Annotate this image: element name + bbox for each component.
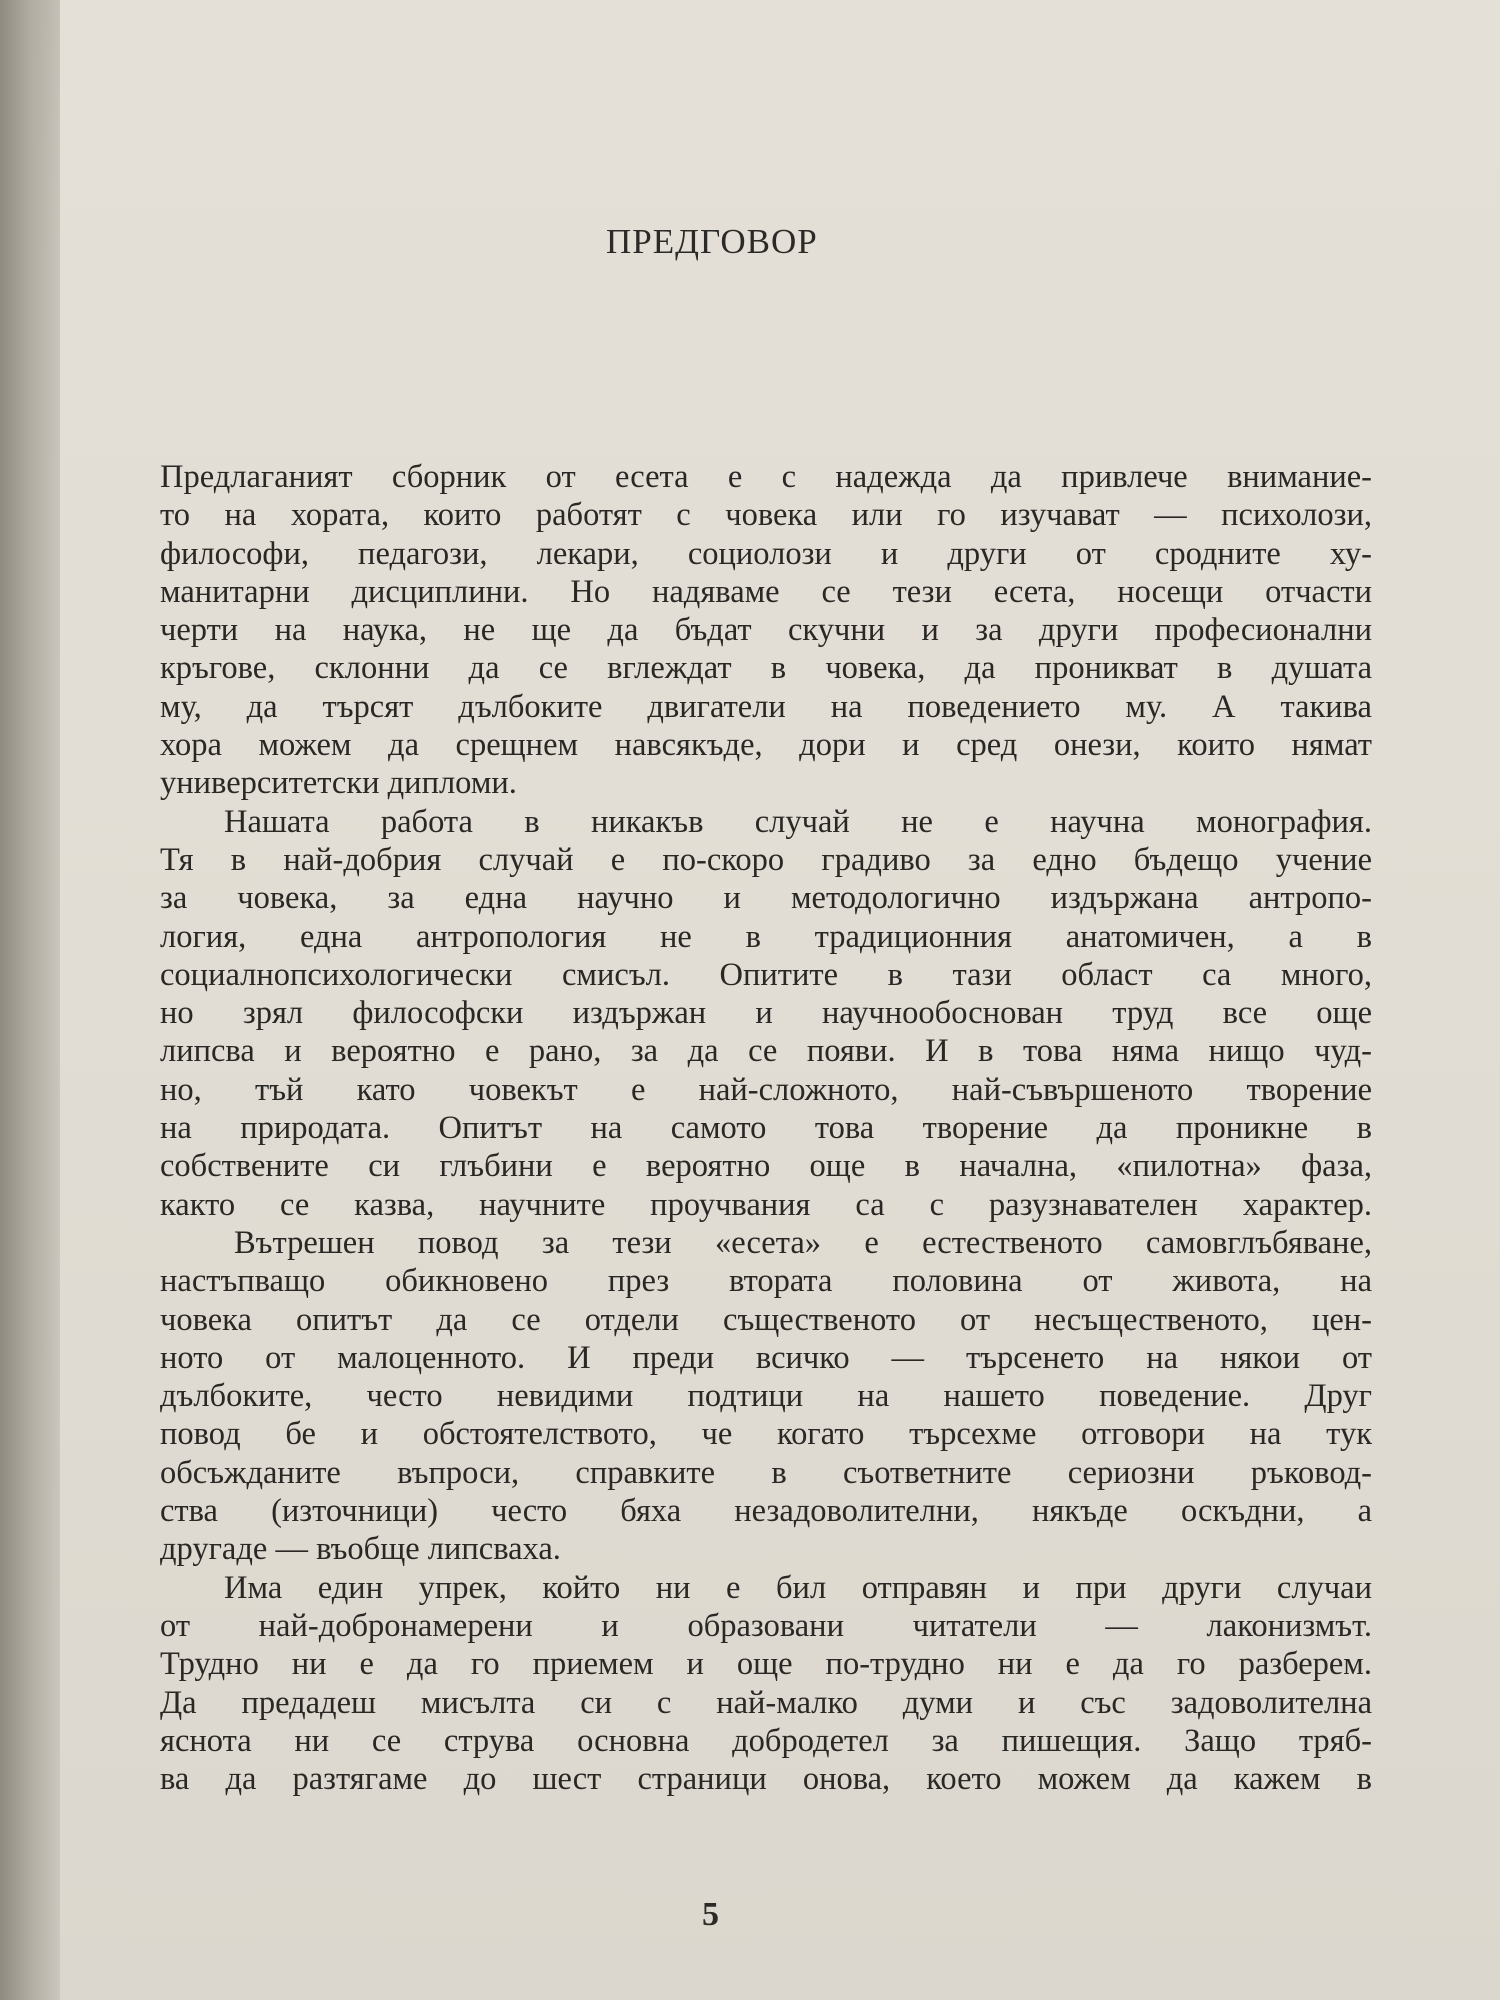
text-line: обсъжданите въпроси, справките в съответните сериозни ръковод-	[160, 1454, 1372, 1491]
text-line: повод бе и обстоятелството, че когато търсехме отговори на тук	[160, 1416, 1372, 1453]
text-line: Вътрешен повод за тези «есета» е естественото самовглъбяване,	[234, 1224, 1372, 1261]
text-line: Предлаганият сборник от есета е с надежда да привлече внимание-	[160, 459, 1372, 495]
page-number: 5	[702, 1896, 719, 1933]
text-line: хора можем да срещнем навсякъде, дори и сред онези, които нямат	[160, 727, 1372, 764]
book-page	[60, 0, 1500, 2000]
preface-text	[160, 458, 1372, 1798]
text-line: но, тъй като човекът е най-сложното, най-съвършеното творение	[160, 1071, 1372, 1108]
text-line: собствените си глъбини е вероятно още в начална, «пилотна» фаза,	[160, 1148, 1372, 1185]
text-line: но зрял философски издържан и научнообоснован труд все още	[160, 995, 1372, 1032]
text-line: както се казва, научните проучвания са с разузнавателен характер.	[160, 1186, 1372, 1223]
text-line: яснота ни се струва основна добродетел за пишещия. Защо тряб-	[160, 1722, 1372, 1759]
text-line: манитарни дисциплини. Но надяваме се тези есета, носещи отчасти	[160, 573, 1372, 610]
text-line: Трудно ни е да го приемем и още по-трудно ни е да го разберем.	[160, 1646, 1372, 1683]
text-line: за човека, за една научно и методологично издържана антропо-	[160, 880, 1372, 917]
text-line: Тя в най-добрия случай е по-скоро градиво за едно бъдещо учение	[160, 841, 1372, 878]
text-line: Нашата работа в никакъв случай не е научна монография.	[224, 803, 1372, 840]
text-line: човека опитът да се отдели същественото от несъщественото, цен-	[160, 1301, 1372, 1338]
text-line: ното от малоценното. И преди всичко — търсенето на някои от	[160, 1339, 1372, 1376]
text-line: философи, педагози, лекари, социолози и други от сродните ху-	[160, 535, 1372, 572]
text-line: ва да разтягаме до шест страници онова, което можем да кажем в	[160, 1761, 1372, 1798]
text-line: другаде — въобще липсваха.	[160, 1531, 561, 1568]
text-line: университетски дипломи.	[160, 765, 517, 802]
text-line: ства (източници) често бяха незадоволителни, някъде оскъдни, а	[160, 1493, 1372, 1530]
text-line: дълбоките, често невидими подтици на нашето поведение. Друг	[160, 1378, 1372, 1415]
text-line: логия, една антропология не в традиционния анатомичен, а в	[160, 918, 1372, 955]
text-line: от най-добронамерени и образовани читатели — лаконизмът.	[160, 1607, 1372, 1644]
text-line: кръгове, склонни да се вглеждат в човека, да проникват в душата	[160, 650, 1372, 687]
text-line: Да предадеш мисълта си с най-малко думи и със задоволителна	[160, 1684, 1372, 1721]
text-line: социалнопсихологически смисъл. Опитите в тази област са много,	[160, 956, 1372, 993]
text-line: Има един упрек, който ни е бил отправян и при други случаи	[224, 1569, 1372, 1606]
text-line: то на хората, които работят с човека или го изучават — психолози,	[160, 497, 1372, 534]
text-line: му, да търсят дълбоките двигатели на поведението му. А такива	[160, 688, 1372, 725]
text-line: настъпващо обикновено през втората половина от живота, на	[160, 1263, 1372, 1300]
page-title: ПРЕДГОВОР	[606, 222, 818, 261]
text-line: на природата. Опитът на самото това творение да проникне в	[160, 1110, 1372, 1147]
text-line: черти на наука, не ще да бъдат скучни и за други професионални	[160, 612, 1372, 649]
text-line: липсва и вероятно е рано, за да се появи. И в това няма нищо чуд-	[160, 1033, 1372, 1070]
